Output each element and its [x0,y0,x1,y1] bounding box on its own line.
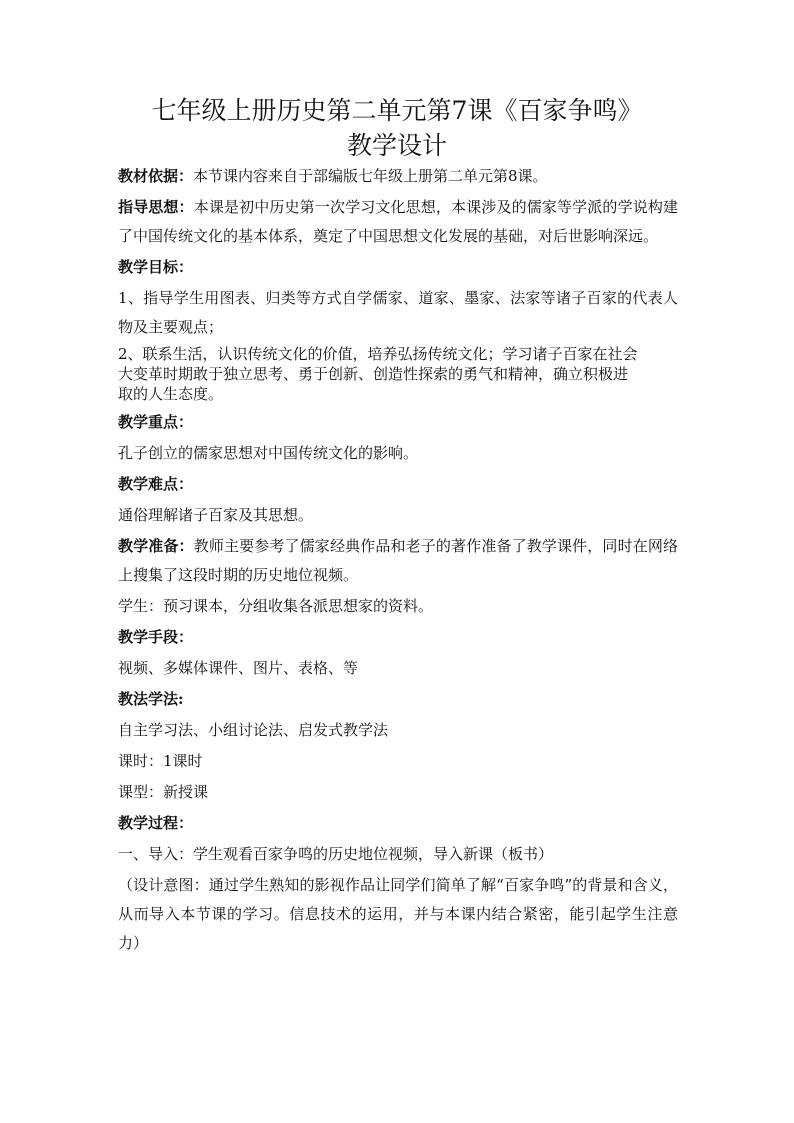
text-means: 视频、多媒体课件、图片、表格、等 [118,659,359,677]
text-basis: 本节课内容来自于部编版七年级上册第二单元第8课。 [193,167,548,185]
goal-2-line-3: 取的人生态度。 [118,385,224,403]
document-subtitle: 教学设计 [346,131,447,160]
heading-method [118,685,678,714]
text-intent: （设计意图：通过学生熟知的影视作品让同学们简单了解“百家争鸣”的背景和含义，从而导入本节课的学习。信息技术的运用，并与本课内结合紧密，能引起学生注意力） [118,876,678,952]
document-body [118,162,678,960]
text-intro: 一、导入：学生观看百家争鸣的历史地位视频，导入新课（板书） [118,845,554,863]
label-process: 教学过程： [118,814,194,832]
paragraph-guide [118,193,678,251]
heading-process [118,809,678,838]
label-guide: 指导思想： [118,198,194,216]
text-type: 课型：新授课 [118,783,209,801]
document-title: 七年级上册历史第二单元第7课《百家争鸣》 [151,96,643,125]
label-goals: 教学目标： [118,258,194,276]
heading-goals [118,253,678,282]
label-basis: 教材依据： [118,167,194,185]
goal-2-line-1: 2、联系生活，认识传统文化的价值，培养弘扬传统文化；学习诸子百家在社会 [118,345,638,363]
text-method: 自主学习法、小组讨论法、启发式教学法 [118,721,389,739]
goal-2-line-2: 大变革时期敢于独立思考、勇于创新、创造性探索的勇气和精神，确立积极进 [118,365,629,383]
goal-1: 1、指导学生用图表、归类等方式自学儒家、道家、墨家、法家等诸子百家的代表人物及主要观点； [118,289,678,336]
paragraph-prep [118,532,678,590]
text-key: 孔子创立的儒家思想对中国传统文化的影响。 [118,444,419,462]
label-key: 教学重点： [118,413,194,431]
text-prep: 教师主要参考了儒家经典作品和老子的著作准备了教学课件，同时在网络上搜集了这段时期的历史地位视频。 [118,537,678,584]
text-student: 学生：预习课本，分组收集各派思想家的资料。 [118,597,434,615]
heading-key [118,408,678,437]
label-means: 教学手段： [118,628,194,646]
label-difficulty: 教学难点： [118,475,194,493]
label-prep: 教学准备： [118,537,194,555]
heading-means [118,623,678,652]
text-difficulty: 通俗理解诸子百家及其思想。 [118,506,314,524]
paragraph-basis [118,162,678,191]
text-hours: 课时：1课时 [118,752,203,770]
heading-difficulty [118,470,678,499]
text-guide: 本课是初中历史第一次学习文化思想，本课涉及的儒家等学派的学说构建了中国传统文化的基本体系，奠定了中国思想文化发展的基础，对后世影响深远。 [118,198,678,245]
label-method: 教法学法: [118,690,184,708]
